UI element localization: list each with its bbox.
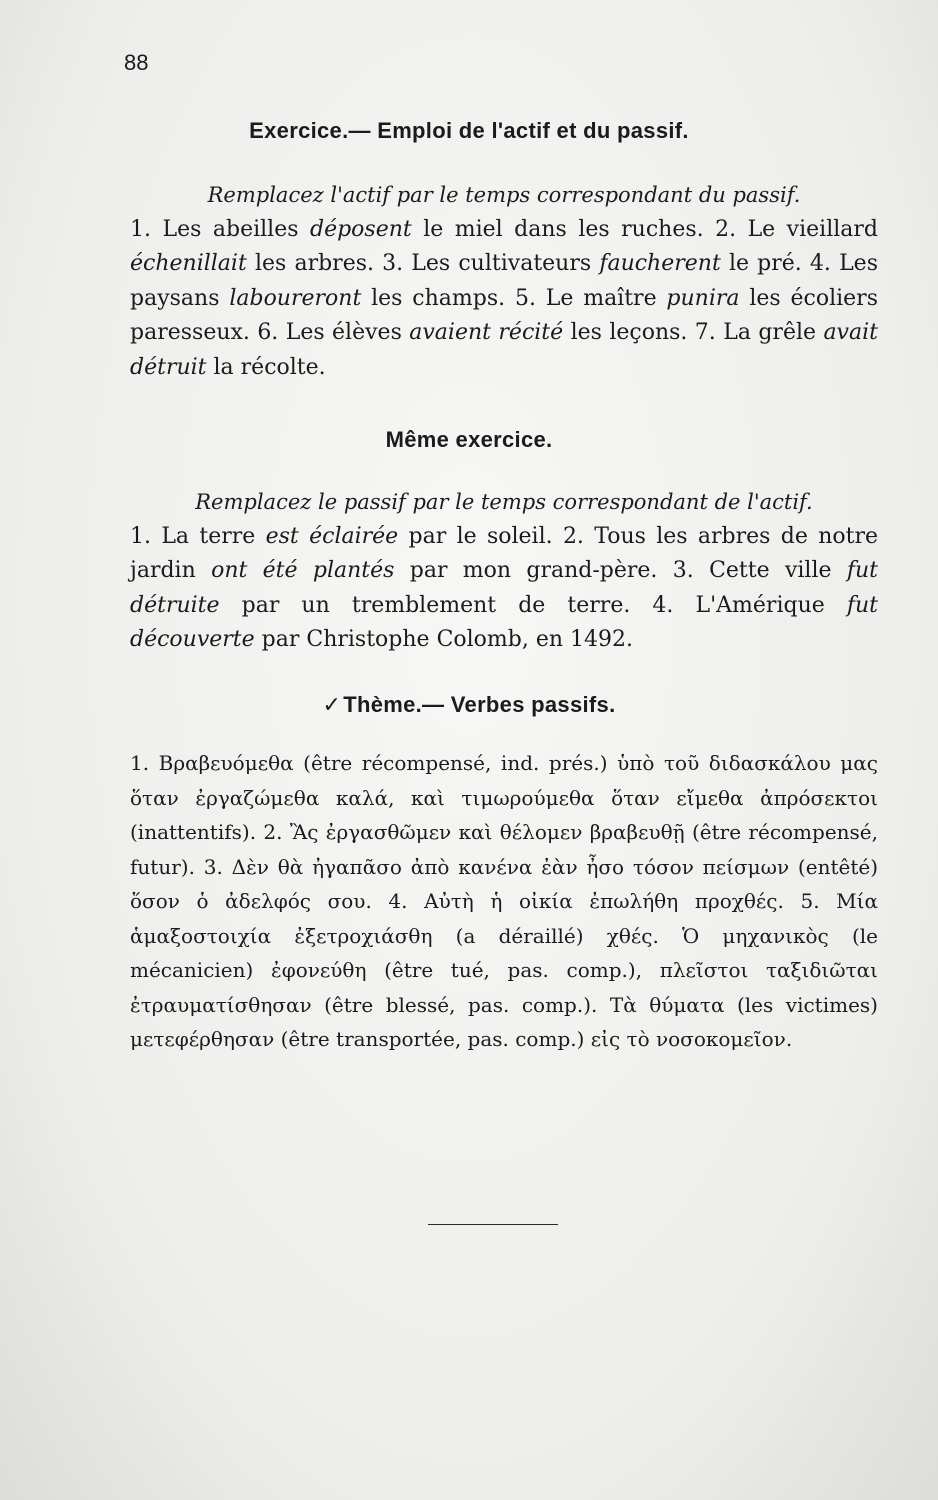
verb-italic: punira (666, 285, 740, 311)
verb-italic: faucherent (599, 251, 721, 276)
text-run: le pré. 4. Les paysans (130, 251, 878, 311)
exercise-2-instruction: Remplacez le passif par le temps correspondant de l'actif. (195, 490, 813, 514)
text-run: par un tremblement de terre. 4. L'Amérique (219, 592, 847, 618)
verb-italic: laboureront (229, 285, 362, 311)
text-run: la récolte. (206, 354, 326, 380)
verb-italic: avaient récité (409, 320, 564, 345)
page-number: 88 (124, 50, 149, 75)
text-run: les écoliers paresseux. 6. Les élèves (130, 285, 878, 345)
verb-italic: fut détruite (130, 558, 878, 618)
text-run: les leçons. 7. La grêle (563, 320, 824, 345)
text-run: par mon grand-père. 3. Cette ville (394, 558, 847, 583)
exercise-heading: Exercice.— Emploi de l'actif et du passif. (249, 118, 689, 143)
verb-italic: est éclairée (265, 523, 399, 549)
theme-text: 1. Βραβευόμεθα (être récompensé, ind. prés.) ὑπὸ τοῦ διδασκάλου μας ὅταν ἐργαζώμεθα καλά, καὶ τιμωρούμεθα ὅταν εἴμεθα ἀπρόσεκτοι (inattentifs). 2. Ἂς ἐργασθῶμεν καὶ θέλομεν βραβευθῇ (être récompensé, futur). 3. Δὲν θὰ ἠγαπᾶσο ἀπὸ κανένα ἐὰν ἦσο τόσον πείσμων (entêté) ὅσον ὁ ἀδελφός σου. 4. Αὐτὴ ἡ οἰκία ἐπωλήθη προχθές. 5. Μία ἁμαξοστοιχία ἐξετροχιάσθη (a déraillé) χθές. Ὁ μηχανικὸς (le mécanicien) ἐφονεύθη (être tué, pas. comp.), πλεῖστοι ταξιδιῶται ἐτραυματίσθησαν (être blessé, pas. comp.). Τὰ θύματα (les victimes) μετεφέρθησαν (être transportée, pas. comp.) εἰς τὸ νοσοκομεῖον. (130, 751, 878, 1051)
end-rule (428, 1224, 558, 1225)
verb-italic: échenillait (130, 251, 247, 276)
exercise-1 (130, 178, 878, 385)
exercise-1-text (130, 213, 878, 386)
exercise-1-instruction: Remplacez l'actif par le temps correspondant du passif. (207, 183, 801, 207)
text-run: les arbres. 3. Les cultivateurs (246, 251, 600, 276)
text-run: par Christophe Colomb, en 1492. (254, 627, 634, 652)
verb-italic: avait détruit (130, 320, 878, 380)
exercise-2 (130, 485, 878, 658)
check-mark-icon: ✓ (322, 693, 342, 718)
theme-heading-text: Thème.— Verbes passifs. (343, 692, 616, 717)
text-run: le miel dans les ruches. 2. Le vieillard (411, 216, 878, 242)
text-run: 1. Les abeilles (130, 216, 310, 242)
verb-italic: fut découverte (130, 592, 878, 652)
verb-italic: ont été plantés (211, 558, 395, 583)
theme-heading (0, 692, 938, 718)
text-run: par le soleil. 2. Tous les arbres de notre jardin (130, 523, 879, 583)
text-run: les champs. 5. Le maître (361, 285, 667, 311)
text-run: 1. La terre (130, 523, 266, 549)
verb-italic: déposent (309, 216, 412, 242)
exercise-2-text (130, 520, 878, 658)
same-exercise-heading: Même exercice. (385, 427, 553, 452)
